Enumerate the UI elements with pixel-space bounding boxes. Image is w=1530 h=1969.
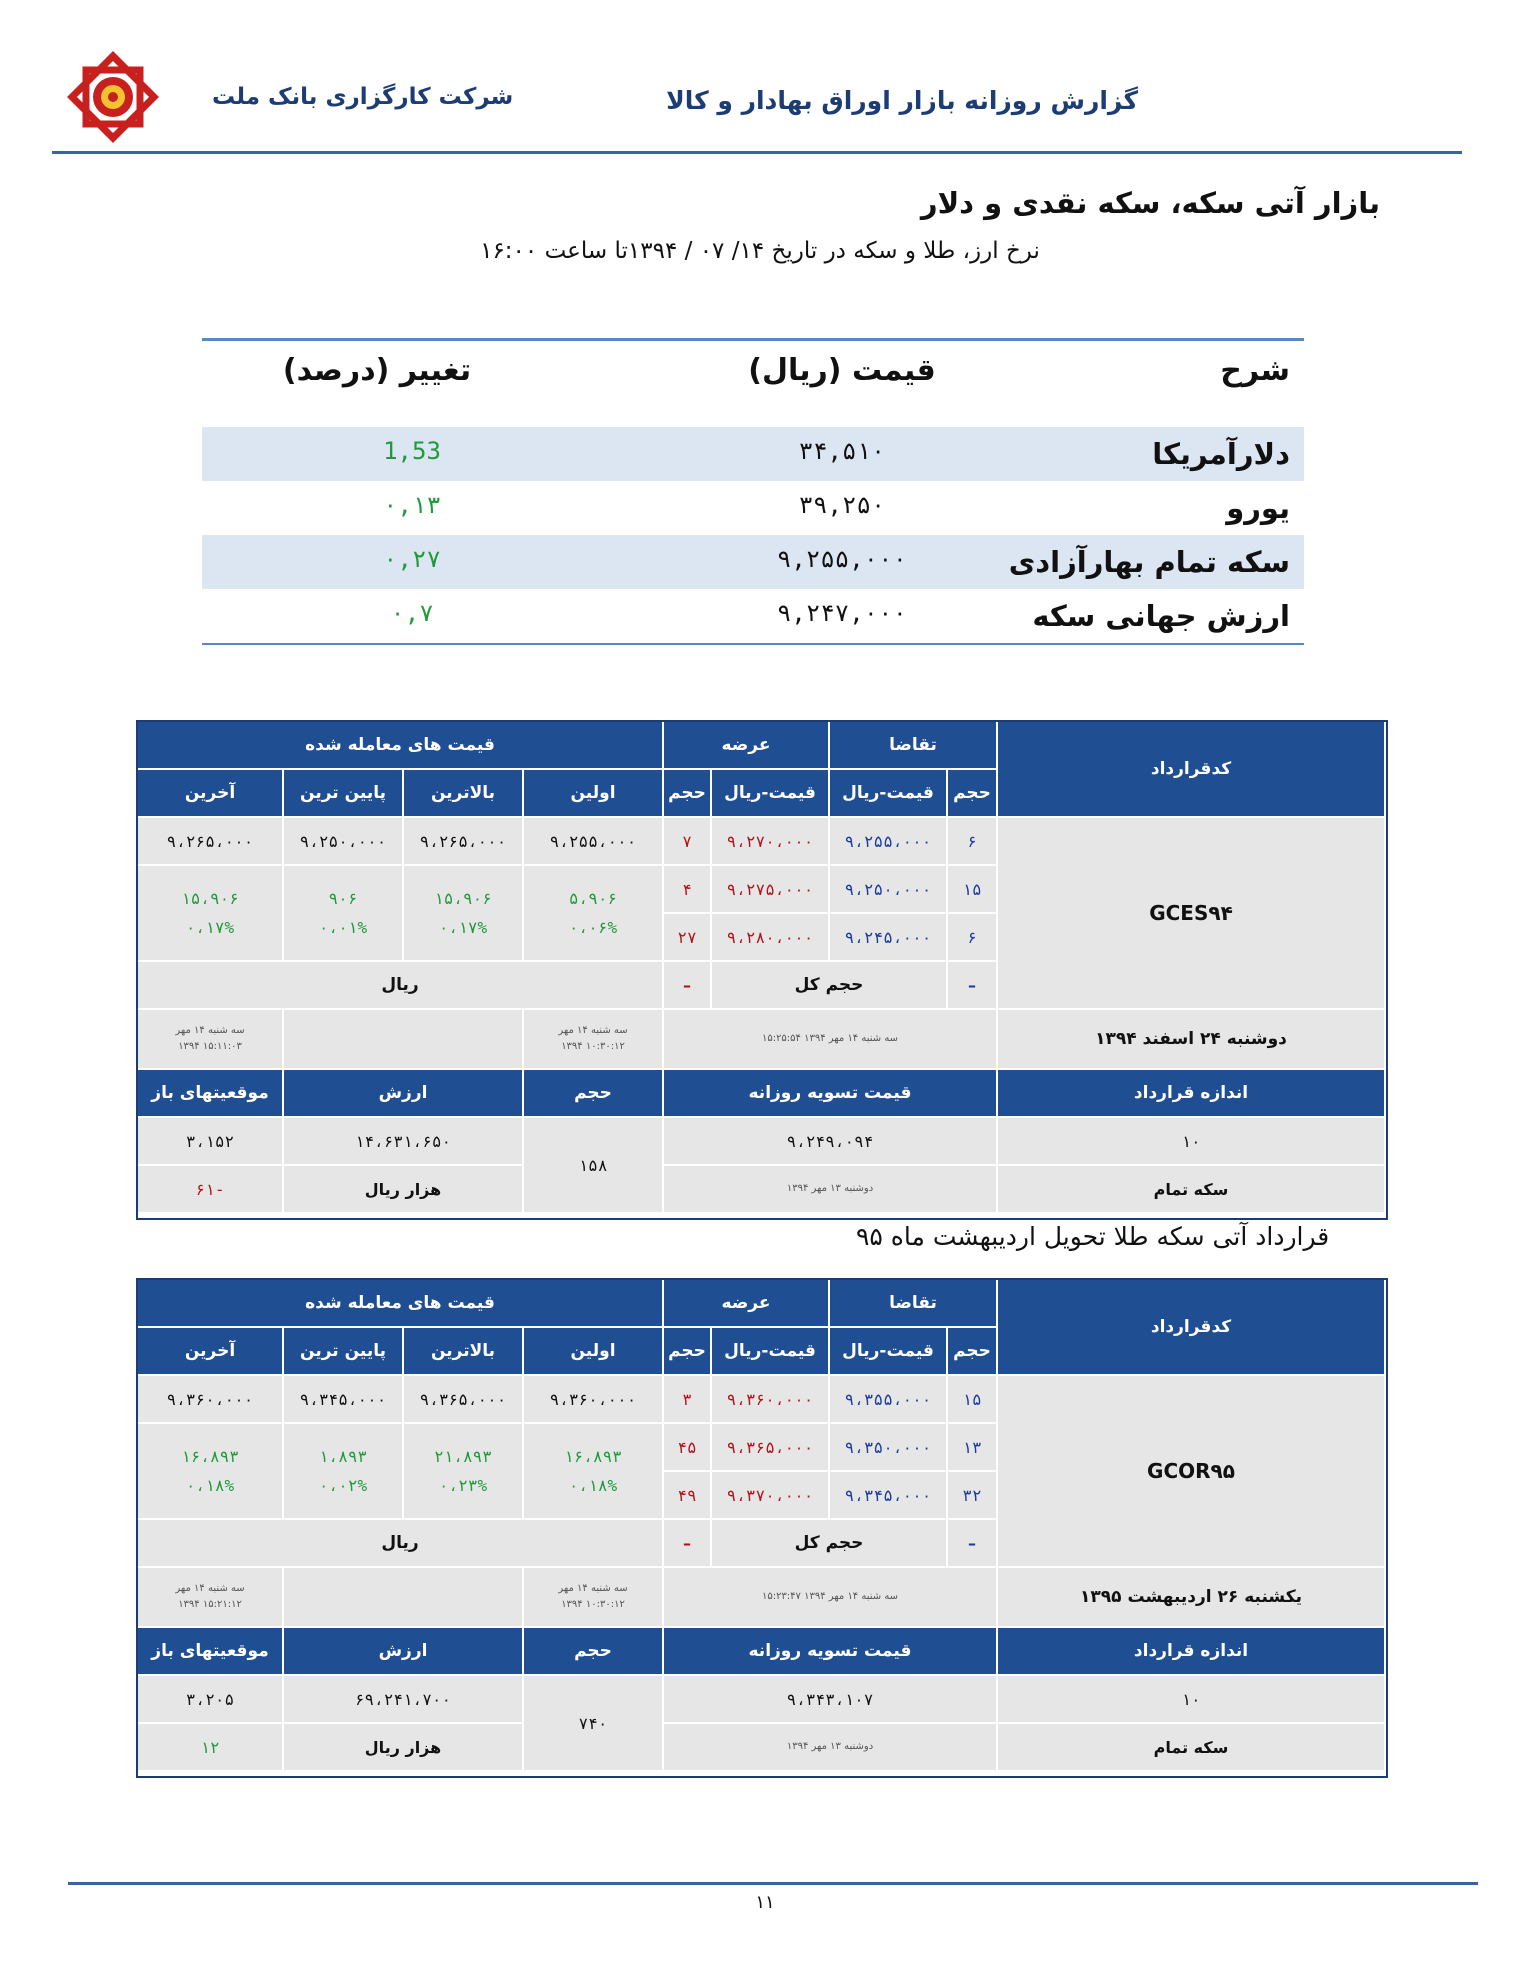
first-change-pct: ۰،۱۸% bbox=[568, 1476, 618, 1495]
offer-total-volume: – bbox=[664, 1520, 712, 1568]
header-offer-volume: حجم bbox=[664, 770, 712, 818]
offer-total-volume: – bbox=[664, 962, 712, 1010]
contract-table-gces94 bbox=[136, 720, 1388, 1220]
low-price: ۹،۳۴۵،۰۰۰ bbox=[284, 1376, 404, 1424]
unit-label: ریال bbox=[138, 1520, 664, 1568]
bid-price: ۹،۲۵۵،۰۰۰ bbox=[830, 818, 948, 866]
low-price: ۹،۲۵۰،۰۰۰ bbox=[284, 818, 404, 866]
header-offer-price: قیمت-ریال bbox=[712, 1328, 830, 1376]
first-trade-time bbox=[524, 1568, 664, 1628]
offer-volume: ۴ bbox=[664, 866, 712, 914]
row-name: ارزش جهانی سکه bbox=[1032, 599, 1290, 633]
bid-volume: ۶ bbox=[948, 818, 998, 866]
first-change: ۱۶،۸۹۳ bbox=[564, 1447, 622, 1466]
low-change-cell bbox=[284, 1424, 404, 1520]
offer-volume: ۲۷ bbox=[664, 914, 712, 962]
open-positions: ۳،۱۵۲ bbox=[138, 1118, 284, 1166]
header-value: ارزش bbox=[284, 1628, 524, 1676]
bank-mellat-logo bbox=[62, 46, 164, 148]
last-price: ۹،۲۶۵،۰۰۰ bbox=[138, 818, 284, 866]
trade-volume: ۷۴۰ bbox=[524, 1676, 664, 1772]
header-volume: حجم bbox=[524, 1070, 664, 1118]
header-demand: تقاضا bbox=[830, 1280, 998, 1328]
row-change: ۰,۷ bbox=[390, 599, 434, 627]
offer-price: ۹،۲۷۰،۰۰۰ bbox=[712, 818, 830, 866]
header-low: پایین ترین bbox=[284, 770, 404, 818]
expiry-date: دوشنبه ۲۴ اسفند ۱۳۹۴ bbox=[998, 1010, 1386, 1070]
row-price: ۹,۲۵۵,۰۰۰ bbox=[776, 545, 908, 573]
header-traded-prices: قیمت های معامله شده bbox=[138, 1280, 664, 1328]
first-change-pct: ۰،۰۶% bbox=[568, 918, 618, 937]
header-contract-code: کدقرارداد bbox=[998, 722, 1386, 818]
offer-price: ۹،۳۷۰،۰۰۰ bbox=[712, 1472, 830, 1520]
settlement-date: دوشنبه ۱۳ مهر ۱۳۹۴ bbox=[664, 1166, 998, 1214]
bid-total-volume: – bbox=[948, 1520, 998, 1568]
settlement-price: ۹،۲۴۹،۰۹۴ bbox=[664, 1118, 998, 1166]
row-name: یورو bbox=[1226, 491, 1290, 525]
header-contract-size: اندازه قرارداد bbox=[998, 1628, 1386, 1676]
low-change-cell bbox=[284, 866, 404, 962]
contract-size: ۱۰ bbox=[998, 1676, 1386, 1724]
total-volume-label: حجم کل bbox=[712, 1520, 948, 1568]
last-change-pct: ۰،۱۸% bbox=[185, 1476, 235, 1495]
high-change-pct: ۰،۲۳% bbox=[438, 1476, 488, 1495]
contract-unit: سکه تمام bbox=[998, 1166, 1386, 1214]
high-change-pct: ۰،۱۷% bbox=[438, 918, 488, 937]
first-trade-date: سه شنبه ۱۴ مهر bbox=[558, 1025, 628, 1036]
bid-price: ۹،۲۵۰،۰۰۰ bbox=[830, 866, 948, 914]
table-bottom-border bbox=[202, 643, 1304, 645]
offer-price: ۹،۳۶۰،۰۰۰ bbox=[712, 1376, 830, 1424]
unit-label: ریال bbox=[138, 962, 664, 1010]
footer-divider bbox=[68, 1882, 1478, 1885]
offer-volume: ۴۹ bbox=[664, 1472, 712, 1520]
bid-volume: ۱۳ bbox=[948, 1424, 998, 1472]
header-high: بالاترین bbox=[404, 770, 524, 818]
header-bid-price: قیمت-ریال bbox=[830, 770, 948, 818]
bid-price: ۹،۳۵۵،۰۰۰ bbox=[830, 1376, 948, 1424]
header-bid-volume: حجم bbox=[948, 770, 998, 818]
table-row bbox=[202, 481, 1304, 535]
row-name: سکه تمام بهارآزادی bbox=[1008, 545, 1290, 579]
first-change-cell bbox=[524, 1424, 664, 1520]
high-change: ۱۵،۹۰۶ bbox=[434, 889, 492, 908]
row-price: ۹,۲۴۷,۰۰۰ bbox=[776, 599, 908, 627]
last-trade-date: سه شنبه ۱۴ مهر bbox=[175, 1583, 245, 1594]
price-table-header bbox=[202, 341, 1304, 427]
price-table bbox=[202, 338, 1304, 645]
first-price: ۹،۲۵۵،۰۰۰ bbox=[524, 818, 664, 866]
header-open-positions: موقعیتهای باز bbox=[138, 1070, 284, 1118]
company-name: شرکت کارگزاری بانک ملت bbox=[212, 84, 514, 110]
first-change: ۵،۹۰۶ bbox=[568, 889, 618, 908]
high-change-cell bbox=[404, 866, 524, 962]
header-desc: شرح bbox=[1220, 353, 1290, 388]
header-contract-size: اندازه قرارداد bbox=[998, 1070, 1386, 1118]
empty-cell bbox=[284, 1010, 524, 1070]
header-bid-price: قیمت-ریال bbox=[830, 1328, 948, 1376]
quote-time: سه شنبه ۱۴ مهر ۱۳۹۴ ۱۵:۲۳:۴۷ bbox=[664, 1568, 998, 1628]
row-name: دلارآمریکا bbox=[1152, 437, 1290, 471]
header-change: تغییر (درصد) bbox=[282, 353, 472, 388]
table-row bbox=[202, 427, 1304, 481]
total-volume-label: حجم کل bbox=[712, 962, 948, 1010]
header-offer-price: قیمت-ریال bbox=[712, 770, 830, 818]
last-price: ۹،۳۶۰،۰۰۰ bbox=[138, 1376, 284, 1424]
header-divider bbox=[52, 151, 1462, 154]
open-positions: ۳،۲۰۵ bbox=[138, 1676, 284, 1724]
header-settlement: قیمت تسویه روزانه bbox=[664, 1070, 998, 1118]
low-change: ۱،۸۹۳ bbox=[318, 1447, 368, 1466]
header-demand: تقاضا bbox=[830, 722, 998, 770]
header-traded-prices: قیمت های معامله شده bbox=[138, 722, 664, 770]
report-title: گزارش روزانه بازار اوراق بهادار و کالا bbox=[666, 86, 1138, 115]
high-price: ۹،۳۶۵،۰۰۰ bbox=[404, 1376, 524, 1424]
trade-value: ۶۹،۲۴۱،۷۰۰ bbox=[284, 1676, 524, 1724]
last-change: ۱۶،۸۹۳ bbox=[181, 1447, 239, 1466]
trade-volume: ۱۵۸ bbox=[524, 1118, 664, 1214]
low-change-pct: ۰،۰۲% bbox=[318, 1476, 368, 1495]
open-positions-change: -۶۱ bbox=[138, 1166, 284, 1214]
row-price: ۳۴,۵۱۰ bbox=[798, 437, 886, 465]
high-price: ۹،۲۶۵،۰۰۰ bbox=[404, 818, 524, 866]
page-number: ۱۱ bbox=[755, 1892, 775, 1913]
quote-time: سه شنبه ۱۴ مهر ۱۳۹۴ ۱۵:۲۵:۵۴ bbox=[664, 1010, 998, 1070]
row-change: ۰,۲۷ bbox=[383, 545, 441, 573]
last-trade-time bbox=[138, 1010, 284, 1070]
settlement-date: دوشنبه ۱۳ مهر ۱۳۹۴ bbox=[664, 1724, 998, 1772]
last-trade-clock: ۱۵:۱۱:۰۳ ۱۳۹۴ bbox=[178, 1041, 242, 1052]
empty-cell bbox=[284, 1568, 524, 1628]
last-change-cell bbox=[138, 1424, 284, 1520]
header-contract-code: کدقرارداد bbox=[998, 1280, 1386, 1376]
contract-code: GCES۹۴ bbox=[998, 818, 1386, 1010]
last-trade-clock: ۱۵:۲۱:۱۲ ۱۳۹۴ bbox=[178, 1599, 242, 1610]
bid-volume: ۳۲ bbox=[948, 1472, 998, 1520]
low-change-pct: ۰،۰۱% bbox=[318, 918, 368, 937]
first-price: ۹،۳۶۰،۰۰۰ bbox=[524, 1376, 664, 1424]
high-change: ۲۱،۸۹۳ bbox=[434, 1447, 492, 1466]
last-trade-time bbox=[138, 1568, 284, 1628]
offer-volume: ۴۵ bbox=[664, 1424, 712, 1472]
header-offer: عرضه bbox=[664, 722, 830, 770]
row-change: 1,53 bbox=[383, 437, 441, 465]
header-first: اولین bbox=[524, 770, 664, 818]
header-last: آخرین bbox=[138, 770, 284, 818]
header-last: آخرین bbox=[138, 1328, 284, 1376]
contract-code: GCOR۹۵ bbox=[998, 1376, 1386, 1568]
bid-price: ۹،۳۴۵،۰۰۰ bbox=[830, 1472, 948, 1520]
first-change-cell bbox=[524, 866, 664, 962]
row-price: ۳۹,۲۵۰ bbox=[798, 491, 886, 519]
bid-volume: ۶ bbox=[948, 914, 998, 962]
header-first: اولین bbox=[524, 1328, 664, 1376]
offer-volume: ۳ bbox=[664, 1376, 712, 1424]
expiry-date: یکشنبه ۲۶ اردیبهشت ۱۳۹۵ bbox=[998, 1568, 1386, 1628]
header-value: ارزش bbox=[284, 1070, 524, 1118]
first-trade-clock: ۱۰:۳۰:۱۲ ۱۳۹۴ bbox=[561, 1599, 625, 1610]
last-change: ۱۵،۹۰۶ bbox=[181, 889, 239, 908]
contract-size: ۱۰ bbox=[998, 1118, 1386, 1166]
settlement-price: ۹،۳۴۳،۱۰۷ bbox=[664, 1676, 998, 1724]
header-settlement: قیمت تسویه روزانه bbox=[664, 1628, 998, 1676]
bid-price: ۹،۲۴۵،۰۰۰ bbox=[830, 914, 948, 962]
last-change-pct: ۰،۱۷% bbox=[185, 918, 235, 937]
value-unit: هزار ریال bbox=[284, 1724, 524, 1772]
header-price: قیمت (ریال) bbox=[748, 353, 936, 388]
bid-volume: ۱۵ bbox=[948, 866, 998, 914]
contract2-caption: قرارداد آتی سکه طلا تحویل اردیبهشت ماه ۹۵ bbox=[856, 1222, 1330, 1251]
offer-price: ۹،۲۷۵،۰۰۰ bbox=[712, 866, 830, 914]
offer-price: ۹،۲۸۰،۰۰۰ bbox=[712, 914, 830, 962]
header-low: پایین ترین bbox=[284, 1328, 404, 1376]
row-change: ۰,۱۳ bbox=[383, 491, 441, 519]
first-trade-date: سه شنبه ۱۴ مهر bbox=[558, 1583, 628, 1594]
header-high: بالاترین bbox=[404, 1328, 524, 1376]
first-trade-time bbox=[524, 1010, 664, 1070]
section-title: بازار آتی سکه، سکه نقدی و دلار bbox=[920, 186, 1380, 220]
bid-total-volume: – bbox=[948, 962, 998, 1010]
value-unit: هزار ریال bbox=[284, 1166, 524, 1214]
table-row bbox=[202, 535, 1304, 589]
header-offer-volume: حجم bbox=[664, 1328, 712, 1376]
offer-volume: ۷ bbox=[664, 818, 712, 866]
bid-price: ۹،۳۵۰،۰۰۰ bbox=[830, 1424, 948, 1472]
low-change: ۹۰۶ bbox=[328, 889, 358, 908]
last-trade-date: سه شنبه ۱۴ مهر bbox=[175, 1025, 245, 1036]
header-bid-volume: حجم bbox=[948, 1328, 998, 1376]
trade-value: ۱۴،۶۳۱،۶۵۰ bbox=[284, 1118, 524, 1166]
open-positions-change: ۱۲ bbox=[138, 1724, 284, 1772]
header-open-positions: موقعیتهای باز bbox=[138, 1628, 284, 1676]
subtitle: نرخ ارز، طلا و سکه در تاریخ ۱۴/ ۰۷ / ۱۳۹۴تا ساعت ۱۶:۰۰ bbox=[480, 238, 1040, 264]
contract-table-gcor95 bbox=[136, 1278, 1388, 1778]
last-change-cell bbox=[138, 866, 284, 962]
first-trade-clock: ۱۰:۳۰:۱۲ ۱۳۹۴ bbox=[561, 1041, 625, 1052]
offer-price: ۹،۳۶۵،۰۰۰ bbox=[712, 1424, 830, 1472]
table-row bbox=[202, 589, 1304, 643]
header-volume: حجم bbox=[524, 1628, 664, 1676]
header-offer: عرضه bbox=[664, 1280, 830, 1328]
contract-unit: سکه تمام bbox=[998, 1724, 1386, 1772]
high-change-cell bbox=[404, 1424, 524, 1520]
bid-volume: ۱۵ bbox=[948, 1376, 998, 1424]
